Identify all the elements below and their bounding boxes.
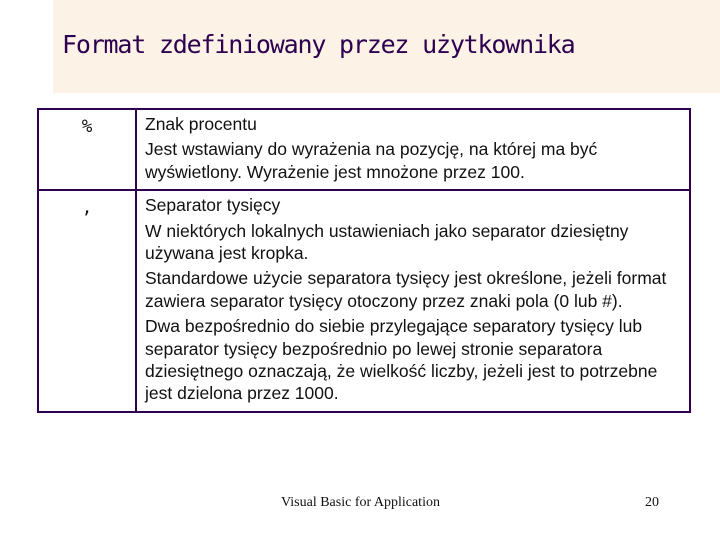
- description-paragraph: W niektórych lokalnych ustawieniach jako separator dziesiętny używana jest kropka.: [145, 220, 629, 264]
- table-row: [38, 190, 690, 412]
- format-symbol: ,: [38, 190, 136, 412]
- format-description: [136, 190, 690, 412]
- format-symbol: %: [38, 109, 136, 190]
- format-table: [37, 108, 691, 413]
- description-paragraph: Standardowe użycie separatora tysięcy jest określone, jeżeli format zawiera separator tysięcy otoczony przez znaki pola (0 lub #).: [145, 268, 667, 311]
- slide-title: Format zdefiniowany przez użytkownika: [62, 30, 575, 59]
- footer-text: Visual Basic for Application: [281, 495, 440, 510]
- page-number: 20: [645, 495, 659, 510]
- description-paragraph: Dwa bezpośrednio do siebie przylegające separatory tysięcy lub separator tysięcy bezpośrednio po lewej stronie separatora dziesiętnego oznaczają, że wielkość liczby, jeżeli jest to potrzebne jest dzielona przez 1000.: [145, 316, 658, 404]
- format-description: [136, 109, 690, 190]
- description-paragraph: Jest wstawiany do wyrażenia na pozycję, na której ma być wyświetlony. Wyrażenie jest mnożone przez 100.: [145, 139, 598, 182]
- format-name: Separator tysięcy: [145, 195, 281, 216]
- table-row: [38, 109, 690, 190]
- format-name: Znak procentu: [145, 114, 257, 134]
